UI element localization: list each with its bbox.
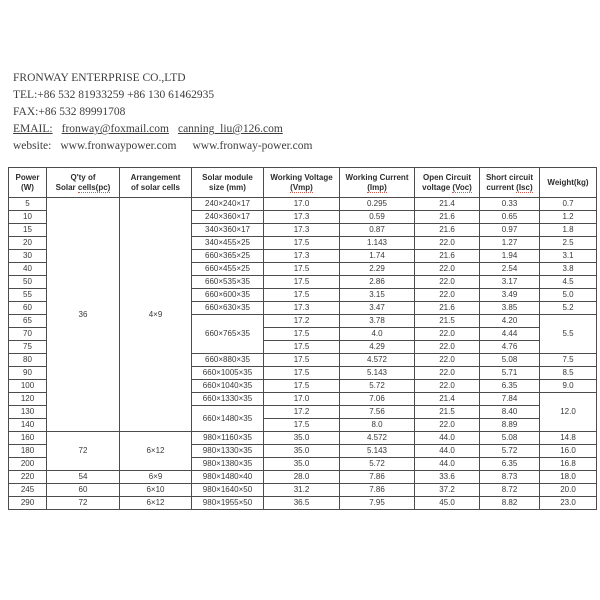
table-cell: 60: [9, 302, 47, 315]
table-cell: 23.0: [540, 497, 597, 510]
table-cell: 22.0: [415, 237, 480, 250]
table-cell: 40: [9, 263, 47, 276]
header-line-2: [340, 183, 414, 193]
table-row: [9, 471, 597, 484]
table-cell: 5.0: [540, 289, 597, 302]
table-cell: 3.8: [540, 263, 597, 276]
table-cell: 18.0: [540, 471, 597, 484]
spellcheck-marked-text: cells(pc): [77, 182, 111, 192]
table-cell: 0.295: [340, 198, 415, 211]
table-cell: 8.40: [480, 406, 540, 419]
table-cell: 1.8: [540, 224, 597, 237]
table-cell: 3.17: [480, 276, 540, 289]
table-cell: 0.87: [340, 224, 415, 237]
table-cell: 36: [47, 198, 120, 432]
table-cell: 1.94: [480, 250, 540, 263]
website-label: website:: [13, 140, 52, 152]
company-name: FRONWAY ENTERPRISE CO.,LTD: [13, 72, 186, 84]
table-cell: 45.0: [415, 497, 480, 510]
header-text: voltage: [422, 182, 453, 192]
header-line-2: [480, 183, 539, 193]
table-cell: 140: [9, 419, 47, 432]
table-cell: 7.84: [480, 393, 540, 406]
table-cell: 30: [9, 250, 47, 263]
table-cell: 7.06: [340, 393, 415, 406]
table-cell: 60: [47, 484, 120, 497]
table-cell: 660×1330×35: [192, 393, 264, 406]
table-cell: 17.5: [264, 328, 340, 341]
website-url-1: www.fronwaypower.com: [60, 140, 177, 152]
table-cell: 65: [9, 315, 47, 328]
column-header: [192, 168, 264, 198]
table-cell: 12.0: [540, 393, 597, 432]
column-header: [340, 168, 415, 198]
table-row: [9, 497, 597, 510]
company-website-line: [13, 138, 312, 155]
table-cell: 6.35: [480, 380, 540, 393]
email-label: EMAIL:: [13, 123, 53, 135]
table-cell: 22.0: [415, 354, 480, 367]
table-cell: 80: [9, 354, 47, 367]
company-info-block: [13, 70, 312, 155]
table-cell: 21.6: [415, 211, 480, 224]
table-cell: 2.29: [340, 263, 415, 276]
table-cell: 17.0: [264, 198, 340, 211]
table-cell: 17.2: [264, 315, 340, 328]
table-cell: 8.82: [480, 497, 540, 510]
table-cell: 5: [9, 198, 47, 211]
column-header: [120, 168, 192, 198]
table-row: [9, 198, 597, 211]
table-cell: 7.95: [340, 497, 415, 510]
table-cell: 660×880×35: [192, 354, 264, 367]
table-cell: 245: [9, 484, 47, 497]
table-cell: 8.72: [480, 484, 540, 497]
table-cell: 22.0: [415, 380, 480, 393]
table-cell: 660×630×35: [192, 302, 264, 315]
table-cell: 980×1955×50: [192, 497, 264, 510]
table-cell: 2.5: [540, 237, 597, 250]
table-cell: 4.29: [340, 341, 415, 354]
table-cell: 72: [47, 497, 120, 510]
header-line-1: Arrangement: [130, 172, 181, 182]
table-cell: 17.3: [264, 302, 340, 315]
header-line-1: Open Circuit: [422, 172, 471, 182]
table-cell: 21.4: [415, 198, 480, 211]
table-cell: 17.5: [264, 419, 340, 432]
table-cell: 3.1: [540, 250, 597, 263]
table-cell: 8.5: [540, 367, 597, 380]
column-header: [9, 168, 47, 198]
table-cell: 290: [9, 497, 47, 510]
header-line-2: [264, 183, 339, 193]
table-cell: 6×12: [120, 497, 192, 510]
table-cell: 4.572: [340, 354, 415, 367]
email-link-1[interactable]: fronway@foxmail.com: [61, 123, 169, 135]
table-cell: 1.2: [540, 211, 597, 224]
table-cell: 340×360×17: [192, 224, 264, 237]
table-cell: 3.49: [480, 289, 540, 302]
table-cell: 17.3: [264, 250, 340, 263]
table-cell: 6.35: [480, 458, 540, 471]
table-cell: 5.72: [480, 445, 540, 458]
table-cell: 4.76: [480, 341, 540, 354]
table-cell: 36.5: [264, 497, 340, 510]
table-cell: 4.572: [340, 432, 415, 445]
table-cell: 44.0: [415, 458, 480, 471]
spellcheck-marked-text: (Voc): [452, 182, 472, 192]
table-cell: 21.6: [415, 250, 480, 263]
table-cell: 90: [9, 367, 47, 380]
spellcheck-marked-text: (Isc): [516, 182, 533, 192]
table-cell: 980×1380×35: [192, 458, 264, 471]
table-cell: 21.4: [415, 393, 480, 406]
table-cell: 2.54: [480, 263, 540, 276]
table-cell: 660×1480×35: [192, 406, 264, 432]
table-cell: 4.0: [340, 328, 415, 341]
table-cell: 17.5: [264, 380, 340, 393]
header-line-1: Working Voltage: [270, 172, 333, 182]
table-cell: 72: [47, 432, 120, 471]
table-cell: 3.85: [480, 302, 540, 315]
table-row: [9, 484, 597, 497]
table-cell: 17.5: [264, 341, 340, 354]
table-cell: 1.74: [340, 250, 415, 263]
table-cell: 14.8: [540, 432, 597, 445]
header-line-2: [47, 183, 119, 193]
table-cell: 17.5: [264, 354, 340, 367]
table-cell: 5.72: [340, 458, 415, 471]
table-cell: 17.5: [264, 289, 340, 302]
table-cell: 17.5: [264, 367, 340, 380]
table-cell: 22.0: [415, 263, 480, 276]
table-cell: 50: [9, 276, 47, 289]
header-line-1: Solar module: [202, 172, 253, 182]
table-cell: 54: [47, 471, 120, 484]
table-cell: 22.0: [415, 276, 480, 289]
table-cell: 5.2: [540, 302, 597, 315]
table-cell: 9.0: [540, 380, 597, 393]
table-cell: 31.2: [264, 484, 340, 497]
table-cell: 21.6: [415, 302, 480, 315]
table-cell: 22.0: [415, 419, 480, 432]
table-cell: 21.5: [415, 315, 480, 328]
spellcheck-marked-text: (Imp): [367, 182, 387, 192]
table-cell: 35.0: [264, 445, 340, 458]
table-cell: 20: [9, 237, 47, 250]
table-cell: 660×455×25: [192, 263, 264, 276]
table-cell: 980×1640×50: [192, 484, 264, 497]
table-cell: 980×1330×35: [192, 445, 264, 458]
table-cell: 21.6: [415, 224, 480, 237]
table-cell: 75: [9, 341, 47, 354]
table-cell: 1.27: [480, 237, 540, 250]
header-line-1: Power: [15, 172, 40, 182]
table-cell: 5.08: [480, 354, 540, 367]
table-cell: 17.5: [264, 237, 340, 250]
table-cell: 6×9: [120, 471, 192, 484]
table-cell: 17.3: [264, 211, 340, 224]
column-header: [480, 168, 540, 198]
table-cell: 240×360×17: [192, 211, 264, 224]
table-cell: 5.143: [340, 445, 415, 458]
table-cell: 180: [9, 445, 47, 458]
table-cell: 100: [9, 380, 47, 393]
table-cell: 16.0: [540, 445, 597, 458]
table-cell: 17.3: [264, 224, 340, 237]
table-cell: 16.8: [540, 458, 597, 471]
table-cell: 4×9: [120, 198, 192, 432]
table-cell: 660×1040×35: [192, 380, 264, 393]
website-url-2: www.fronway-power.com: [192, 140, 313, 152]
table-cell: 8.73: [480, 471, 540, 484]
table-cell: 7.56: [340, 406, 415, 419]
table-cell: 17.2: [264, 406, 340, 419]
table-cell: 660×535×35: [192, 276, 264, 289]
table-cell: 7.5: [540, 354, 597, 367]
table-cell: 22.0: [415, 367, 480, 380]
table-cell: 20.0: [540, 484, 597, 497]
table-cell: 5.08: [480, 432, 540, 445]
spec-table: [8, 167, 597, 510]
table-cell: 5.72: [340, 380, 415, 393]
table-cell: 980×1160×35: [192, 432, 264, 445]
table-cell: 2.86: [340, 276, 415, 289]
table-cell: 5.5: [540, 315, 597, 354]
company-tel: TEL:+86 532 81933259 +86 130 61462935: [13, 89, 215, 101]
table-cell: 0.97: [480, 224, 540, 237]
company-fax: FAX:+86 532 89991708: [13, 106, 126, 118]
table-cell: 660×1005×35: [192, 367, 264, 380]
column-header: [540, 168, 597, 198]
header-line-2: of solar cells: [131, 182, 180, 192]
table-cell: 130: [9, 406, 47, 419]
table-cell: 33.6: [415, 471, 480, 484]
header-line-1: Weight(kg): [547, 177, 589, 187]
table-cell: 35.0: [264, 458, 340, 471]
table-header-row: [9, 168, 597, 198]
table-cell: 44.0: [415, 445, 480, 458]
table-cell: 28.0: [264, 471, 340, 484]
table-cell: 55: [9, 289, 47, 302]
spellcheck-marked-text: (Vmp): [290, 182, 313, 192]
table-cell: 0.65: [480, 211, 540, 224]
table-cell: 6×12: [120, 432, 192, 471]
table-cell: 4.5: [540, 276, 597, 289]
column-header: [47, 168, 120, 198]
header-line-2: size (mm): [209, 182, 246, 192]
header-line-2: [415, 183, 479, 193]
table-cell: 1.143: [340, 237, 415, 250]
table-cell: 0.7: [540, 198, 597, 211]
table-cell: 660×600×35: [192, 289, 264, 302]
table-cell: 6×10: [120, 484, 192, 497]
table-cell: 17.5: [264, 276, 340, 289]
table-cell: 4.44: [480, 328, 540, 341]
table-cell: 660×365×25: [192, 250, 264, 263]
table-cell: 4.20: [480, 315, 540, 328]
header-text: Solar: [55, 182, 78, 192]
table-cell: 22.0: [415, 341, 480, 354]
table-cell: 22.0: [415, 289, 480, 302]
table-cell: 200: [9, 458, 47, 471]
table-cell: 37.2: [415, 484, 480, 497]
table-cell: 35.0: [264, 432, 340, 445]
table-cell: 660×765×35: [192, 315, 264, 354]
header-line-2: (W): [21, 182, 34, 192]
header-line-1: Working Current: [345, 172, 409, 182]
email-link-2[interactable]: canning_liu@126.com: [177, 123, 283, 135]
table-cell: 10: [9, 211, 47, 224]
table-cell: 17.0: [264, 393, 340, 406]
table-cell: 8.89: [480, 419, 540, 432]
table-cell: 21.5: [415, 406, 480, 419]
column-header: [415, 168, 480, 198]
table-cell: 15: [9, 224, 47, 237]
table-cell: 3.15: [340, 289, 415, 302]
table-cell: 44.0: [415, 432, 480, 445]
table-cell: 3.78: [340, 315, 415, 328]
table-cell: 8.0: [340, 419, 415, 432]
table-cell: 7.86: [340, 484, 415, 497]
table-cell: 7.86: [340, 471, 415, 484]
table-cell: 0.59: [340, 211, 415, 224]
header-text: current: [486, 182, 517, 192]
table-cell: 5.71: [480, 367, 540, 380]
table-cell: 120: [9, 393, 47, 406]
company-email-line: [13, 121, 312, 138]
table-row: [9, 432, 597, 445]
table-cell: 3.47: [340, 302, 415, 315]
table-cell: 5.143: [340, 367, 415, 380]
table-cell: 22.0: [415, 328, 480, 341]
table-cell: 160: [9, 432, 47, 445]
header-line-1: Q'ty of: [70, 172, 96, 182]
table-cell: 70: [9, 328, 47, 341]
table-cell: 17.5: [264, 263, 340, 276]
table-cell: 980×1480×40: [192, 471, 264, 484]
table-cell: 220: [9, 471, 47, 484]
table-cell: 340×455×25: [192, 237, 264, 250]
table-cell: 240×240×17: [192, 198, 264, 211]
column-header: [264, 168, 340, 198]
header-line-1: Short circuit: [485, 172, 534, 182]
table-cell: 0.33: [480, 198, 540, 211]
